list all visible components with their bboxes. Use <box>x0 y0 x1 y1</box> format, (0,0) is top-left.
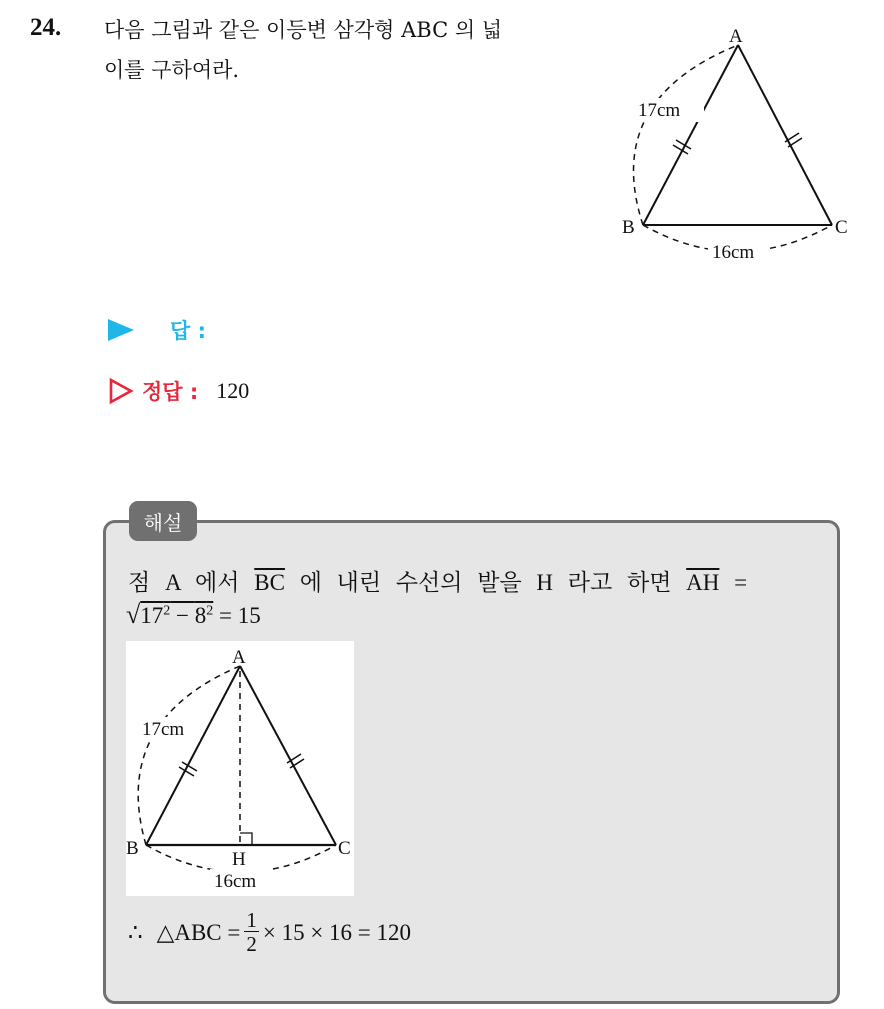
sqrt-sign-icon: √ <box>126 600 141 629</box>
question-number: 24. <box>30 14 62 41</box>
explanation-line2 <box>126 600 261 630</box>
explanation-badge: 해설 <box>129 501 197 541</box>
side-ab-length: 17cm <box>638 100 681 121</box>
fraction-denominator: 2 <box>246 932 257 956</box>
arc-ab <box>138 666 240 845</box>
side-ac <box>240 666 336 845</box>
solution-label: 정답 : <box>142 380 199 404</box>
foot-h-label: H <box>232 849 246 870</box>
triangle-area-lhs: △ABC = <box>156 919 241 945</box>
vertex-a-label: A <box>232 647 246 668</box>
answer-label: 답 : <box>170 319 206 343</box>
answer-row <box>108 315 206 345</box>
fraction-one-half <box>244 910 259 955</box>
triangle-figure <box>610 20 860 270</box>
explanation-text-2: 에 내린 수선의 발을 H 라고 하면 <box>299 570 672 595</box>
sqrt-radicand <box>140 603 213 628</box>
play-arrow-icon <box>108 319 134 341</box>
sqrt-term-b: 8 <box>194 603 207 628</box>
segment-bc: $\overline{BC}$ <box>254 570 285 595</box>
explanation-line1 <box>128 564 747 597</box>
therefore-symbol: ∴ <box>128 919 143 945</box>
vertex-c-label: C <box>338 838 351 859</box>
fraction-numerator: 1 <box>246 908 257 932</box>
equals-sign: = <box>734 570 748 595</box>
explanation-text-1: 점 A 에서 <box>128 570 240 595</box>
sqrt-result: = 15 <box>213 603 261 628</box>
triangle-figure-with-height <box>126 641 354 896</box>
sqrt-term-a: 17 <box>140 603 164 628</box>
side-bc-length: 16cm <box>214 871 257 892</box>
solution-value: 120 <box>216 378 250 403</box>
vertex-c-label: C <box>835 217 848 238</box>
vertex-a-label: A <box>729 26 743 47</box>
segment-ah: $\overline{AH}$ <box>686 570 720 595</box>
side-ac <box>738 45 832 225</box>
vertex-b-label: B <box>126 838 139 859</box>
conclusion-line <box>128 910 411 955</box>
question-text-line2: 이를 구하여라. <box>104 58 240 82</box>
sqrt-term-b-exp: 2 <box>206 603 214 619</box>
side-ab <box>643 45 738 225</box>
sqrt-term-a-exp: 2 <box>163 603 171 619</box>
tick-ac <box>785 133 802 147</box>
solution-row <box>108 376 249 406</box>
right-angle-mark <box>240 833 252 845</box>
outline-arrow-icon <box>108 378 134 404</box>
tick-ac <box>287 754 304 768</box>
question-text-line1: 다음 그림과 같은 이등변 삼각형 ABC 의 넓 <box>104 18 503 42</box>
vertex-b-label: B <box>622 217 635 238</box>
side-ab <box>146 666 240 845</box>
side-ab-length: 17cm <box>142 719 185 740</box>
sqrt-operator: − <box>170 603 195 628</box>
conclusion-rest: × 15 × 16 = 120 <box>262 919 412 945</box>
arc-ab <box>634 45 738 225</box>
side-bc-length: 16cm <box>712 242 755 263</box>
